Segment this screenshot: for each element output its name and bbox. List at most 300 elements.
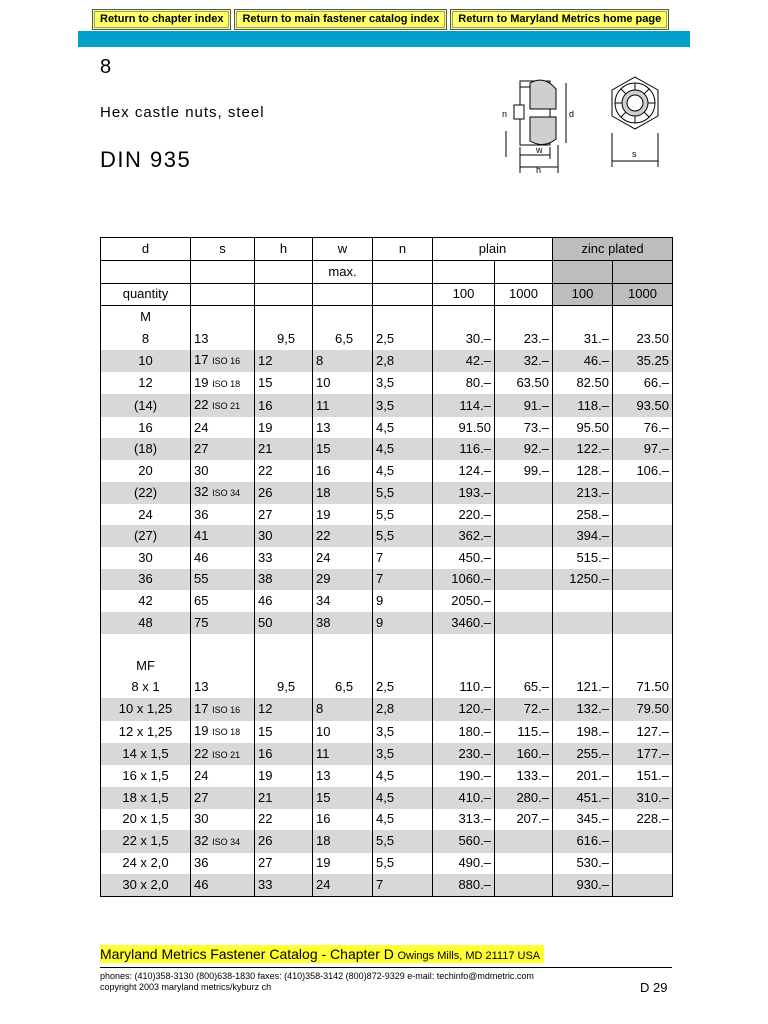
contact-line: phones: (410)358-3130 (800)638-1830 faxes: (410)358-3142 (800)872-9329 e-mail: techinfo@mdmetric.com: [100, 971, 534, 981]
company-location: Owings Mills, MD 21117 USA: [397, 950, 541, 962]
h-value-cell: 15: [255, 372, 313, 394]
w-value-cell: 24: [313, 547, 373, 569]
table-row: [101, 569, 673, 591]
s-value-cell: [191, 372, 255, 394]
group-label-mf: MF: [101, 655, 191, 677]
plain-1000-price-cell: [495, 525, 553, 547]
zinc-1000-price-cell: 79.50: [613, 698, 673, 720]
zinc-100-price-cell: [553, 612, 613, 634]
zinc-1000-price-cell: [613, 874, 673, 896]
header-row-1: [101, 238, 673, 261]
s-value: 22: [194, 397, 209, 413]
return-main-catalog-button[interactable]: Return to main fastener catalog index: [234, 9, 447, 30]
n-value-cell: 7: [373, 547, 433, 569]
plain-100-price-cell: 91.50: [433, 417, 495, 439]
table-row: [101, 787, 673, 809]
zinc-100-price-cell: 616.–: [553, 830, 613, 852]
s-value: 46: [194, 877, 209, 893]
s-value: 30: [194, 811, 209, 827]
company-name: Maryland Metrics: [100, 946, 207, 962]
table-row: [101, 612, 673, 634]
s-value: 19: [194, 723, 209, 739]
s-value-cell: [191, 853, 255, 875]
s-value-cell: [191, 569, 255, 591]
table-row: [101, 417, 673, 439]
zinc-1000-price-cell: 71.50: [613, 677, 673, 699]
size-cell: (14): [101, 394, 191, 416]
table-row: [101, 743, 673, 765]
n-value-cell: 4,5: [373, 765, 433, 787]
s-value-cell: [191, 482, 255, 504]
s-value-cell: [191, 350, 255, 372]
col-s-header: s: [191, 238, 255, 261]
plain-1000-price-cell: [495, 853, 553, 875]
plain-1000-price-cell: 115.–: [495, 721, 553, 743]
n-value-cell: 5,5: [373, 482, 433, 504]
size-cell: 42: [101, 590, 191, 612]
size-cell: (27): [101, 525, 191, 547]
plain-100-price-cell: 220.–: [433, 504, 495, 526]
h-value-cell: 9,5: [255, 328, 313, 350]
plain-1000-price-cell: 63.50: [495, 372, 553, 394]
n-value-cell: 3,5: [373, 372, 433, 394]
n-value-cell: 3,5: [373, 743, 433, 765]
iso-note: ISO 18: [212, 727, 241, 738]
plain-100-price-cell: 120.–: [433, 698, 495, 720]
plain-100-price-cell: 313.–: [433, 809, 495, 831]
table-row: [101, 460, 673, 482]
size-cell: 20: [101, 460, 191, 482]
zinc-1000-price-cell: 151.–: [613, 765, 673, 787]
zinc-1000-price-cell: [613, 612, 673, 634]
zinc-100-price-cell: 345.–: [553, 809, 613, 831]
w-value-cell: 13: [313, 765, 373, 787]
h-value-cell: 19: [255, 765, 313, 787]
zinc-1000-header: 1000: [613, 283, 673, 306]
s-value: 36: [194, 506, 209, 522]
s-value-cell: [191, 677, 255, 699]
s-value: 55: [194, 571, 209, 587]
filler-row: [101, 896, 673, 897]
plain-100-price-cell: 410.–: [433, 787, 495, 809]
n-value-cell: 7: [373, 569, 433, 591]
n-value-cell: 4,5: [373, 460, 433, 482]
n-value-cell: 9: [373, 612, 433, 634]
s-value-cell: [191, 438, 255, 460]
s-value: 27: [194, 789, 209, 805]
s-value: 24: [194, 419, 209, 435]
w-value-cell: 29: [313, 569, 373, 591]
n-value-cell: 7: [373, 874, 433, 896]
table-row: [101, 765, 673, 787]
size-cell: 12 x 1,25: [101, 721, 191, 743]
w-value-cell: 15: [313, 438, 373, 460]
size-cell: 16 x 1,5: [101, 765, 191, 787]
zinc-1000-price-cell: 76.–: [613, 417, 673, 439]
group-label-row: [101, 306, 673, 328]
zinc-100-price-cell: 1250.–: [553, 569, 613, 591]
n-value-cell: 2,8: [373, 350, 433, 372]
table-row: [101, 590, 673, 612]
plain-100-price-cell: 110.–: [433, 677, 495, 699]
table-row: [101, 504, 673, 526]
zinc-100-price-cell: 121.–: [553, 677, 613, 699]
plain-1000-price-cell: 23.–: [495, 328, 553, 350]
s-value-cell: [191, 830, 255, 852]
plain-1000-price-cell: [495, 590, 553, 612]
table-row: [101, 853, 673, 875]
w-value-cell: 6,5: [313, 677, 373, 699]
s-value: 17: [194, 352, 209, 368]
plain-1000-header: 1000: [495, 283, 553, 306]
zinc-1000-price-cell: 23.50: [613, 328, 673, 350]
w-value-cell: 19: [313, 853, 373, 875]
h-value-cell: 50: [255, 612, 313, 634]
n-value-cell: 5,5: [373, 504, 433, 526]
iso-note: ISO 16: [212, 704, 241, 715]
plain-100-price-cell: 42.–: [433, 350, 495, 372]
zinc-1000-price-cell: [613, 569, 673, 591]
nav-bar: [92, 9, 669, 30]
zinc-1000-price-cell: 228.–: [613, 809, 673, 831]
label-s: s: [632, 149, 637, 159]
size-cell: 8: [101, 328, 191, 350]
header-band: [78, 31, 690, 47]
s-value: 30: [194, 462, 209, 478]
h-value-cell: 22: [255, 809, 313, 831]
zinc-100-price-cell: 31.–: [553, 328, 613, 350]
h-value-cell: 27: [255, 504, 313, 526]
table-row: [101, 394, 673, 416]
s-value-cell: [191, 590, 255, 612]
h-value-cell: 30: [255, 525, 313, 547]
plain-100-price-cell: 180.–: [433, 721, 495, 743]
plain-1000-price-cell: [495, 830, 553, 852]
plain-100-price-cell: 1060.–: [433, 569, 495, 591]
plain-1000-price-cell: 92.–: [495, 438, 553, 460]
plain-100-price-cell: 80.–: [433, 372, 495, 394]
zinc-1000-price-cell: 106.–: [613, 460, 673, 482]
h-value-cell: 26: [255, 830, 313, 852]
size-cell: 20 x 1,5: [101, 809, 191, 831]
plain-1000-price-cell: 73.–: [495, 417, 553, 439]
s-value: 36: [194, 855, 209, 871]
spacer-row: [101, 634, 673, 656]
zinc-1000-price-cell: 66.–: [613, 372, 673, 394]
plain-1000-price-cell: 91.–: [495, 394, 553, 416]
size-cell: 24: [101, 504, 191, 526]
plain-100-price-cell: 230.–: [433, 743, 495, 765]
zinc-100-price-cell: 82.50: [553, 372, 613, 394]
zinc-100-header: 100: [553, 283, 613, 306]
plain-1000-price-cell: 207.–: [495, 809, 553, 831]
n-value-cell: 2,5: [373, 328, 433, 350]
copyright-line: copyright 2003 maryland metrics/kyburz ch: [100, 982, 272, 992]
zinc-1000-price-cell: [613, 590, 673, 612]
table-row: [101, 830, 673, 852]
zinc-100-price-cell: 95.50: [553, 417, 613, 439]
s-value-cell: [191, 874, 255, 896]
s-value: 24: [194, 768, 209, 784]
n-value-cell: 5,5: [373, 853, 433, 875]
size-cell: 16: [101, 417, 191, 439]
table-row: [101, 547, 673, 569]
size-cell: 8 x 1: [101, 677, 191, 699]
col-w-header: w: [313, 238, 373, 261]
page-number: D 29: [640, 980, 668, 995]
label-w: w: [536, 145, 543, 155]
w-value-cell: 38: [313, 612, 373, 634]
plain-1000-price-cell: [495, 504, 553, 526]
plain-100-price-cell: 362.–: [433, 525, 495, 547]
n-value-cell: 5,5: [373, 830, 433, 852]
s-value-cell: [191, 460, 255, 482]
label-h: h: [536, 165, 542, 175]
standard-title: DIN 935: [100, 147, 192, 172]
w-value-cell: 15: [313, 787, 373, 809]
s-value: 75: [194, 614, 209, 630]
h-value-cell: 21: [255, 438, 313, 460]
table-row: [101, 328, 673, 350]
size-cell: 22 x 1,5: [101, 830, 191, 852]
s-value: 13: [194, 330, 209, 346]
plain-1000-price-cell: 160.–: [495, 743, 553, 765]
h-value-cell: 33: [255, 547, 313, 569]
plain-100-price-cell: 560.–: [433, 830, 495, 852]
footer-banner: [100, 945, 544, 963]
zinc-1000-price-cell: 127.–: [613, 721, 673, 743]
plain-1000-price-cell: 99.–: [495, 460, 553, 482]
table-row: [101, 372, 673, 394]
nut-side-view: [506, 80, 566, 173]
zinc-100-price-cell: 930.–: [553, 874, 613, 896]
plain-100-price-cell: 116.–: [433, 438, 495, 460]
w-value-cell: 16: [313, 809, 373, 831]
h-value-cell: 46: [255, 590, 313, 612]
zinc-100-price-cell: 451.–: [553, 787, 613, 809]
w-value-cell: 19: [313, 504, 373, 526]
w-value-cell: 18: [313, 482, 373, 504]
w-value-cell: 8: [313, 698, 373, 720]
group-label-m: M: [101, 306, 191, 328]
iso-note: ISO 34: [212, 488, 241, 499]
zinc-100-price-cell: 132.–: [553, 698, 613, 720]
col-n-header: n: [373, 238, 433, 261]
group-label-row: [101, 655, 673, 677]
zinc-1000-price-cell: [613, 504, 673, 526]
h-value-cell: 21: [255, 787, 313, 809]
h-value-cell: 12: [255, 350, 313, 372]
w-value-cell: 34: [313, 590, 373, 612]
w-value-cell: 8: [313, 350, 373, 372]
plain-100-price-cell: 124.–: [433, 460, 495, 482]
s-value: 22: [194, 745, 209, 761]
size-cell: 36: [101, 569, 191, 591]
product-title: Hex castle nuts, steel: [100, 104, 265, 121]
plain-1000-price-cell: 32.–: [495, 350, 553, 372]
s-value: 41: [194, 528, 209, 544]
n-value-cell: 5,5: [373, 525, 433, 547]
max-label: max.: [313, 260, 373, 283]
n-value-cell: 4,5: [373, 417, 433, 439]
s-value: 65: [194, 593, 209, 608]
w-value-cell: 10: [313, 372, 373, 394]
h-value-cell: 38: [255, 569, 313, 591]
s-value-cell: [191, 525, 255, 547]
plain-1000-price-cell: 72.–: [495, 698, 553, 720]
s-value-cell: [191, 547, 255, 569]
s-value-cell: [191, 417, 255, 439]
w-value-cell: 11: [313, 394, 373, 416]
plain-1000-price-cell: [495, 874, 553, 896]
table-row: [101, 721, 673, 743]
zinc-1000-price-cell: [613, 547, 673, 569]
size-cell: 10: [101, 350, 191, 372]
dimensions-price-table: [100, 237, 673, 897]
h-value-cell: 16: [255, 743, 313, 765]
plain-100-price-cell: 3460.–: [433, 612, 495, 634]
size-cell: 30: [101, 547, 191, 569]
w-value-cell: 22: [313, 525, 373, 547]
size-cell: 14 x 1,5: [101, 743, 191, 765]
s-value-cell: [191, 721, 255, 743]
plain-1000-price-cell: 133.–: [495, 765, 553, 787]
header-row-3: [101, 283, 673, 306]
plain-100-price-cell: 193.–: [433, 482, 495, 504]
zinc-100-price-cell: 128.–: [553, 460, 613, 482]
zinc-100-price-cell: 530.–: [553, 853, 613, 875]
s-value: 27: [194, 441, 209, 457]
h-value-cell: 9,5: [255, 677, 313, 699]
size-cell: 18 x 1,5: [101, 787, 191, 809]
n-value-cell: 4,5: [373, 787, 433, 809]
plain-1000-price-cell: 65.–: [495, 677, 553, 699]
plain-100-price-cell: 450.–: [433, 547, 495, 569]
size-cell: 24 x 2,0: [101, 853, 191, 875]
plain-100-price-cell: 30.–: [433, 328, 495, 350]
zinc-1000-price-cell: 93.50: [613, 394, 673, 416]
plain-100-price-cell: 190.–: [433, 765, 495, 787]
w-value-cell: 10: [313, 721, 373, 743]
zinc-plated-header: zinc plated: [553, 238, 673, 261]
w-value-cell: 24: [313, 874, 373, 896]
n-value-cell: 4,5: [373, 809, 433, 831]
s-value-cell: [191, 612, 255, 634]
plain-1000-price-cell: 280.–: [495, 787, 553, 809]
table-row: [101, 482, 673, 504]
w-value-cell: 18: [313, 830, 373, 852]
zinc-100-price-cell: 46.–: [553, 350, 613, 372]
plain-100-price-cell: 2050.–: [433, 590, 495, 612]
zinc-100-price-cell: 201.–: [553, 765, 613, 787]
n-value-cell: 9: [373, 590, 433, 612]
n-value-cell: 3,5: [373, 721, 433, 743]
s-value-cell: [191, 787, 255, 809]
w-value-cell: 6,5: [313, 328, 373, 350]
footer-rule: [100, 967, 672, 968]
return-home-page-button[interactable]: Return to Maryland Metrics home page: [450, 9, 669, 30]
return-chapter-index-button[interactable]: Return to chapter index: [92, 9, 231, 30]
m-group: [101, 306, 673, 634]
contact-info: [100, 971, 534, 993]
s-value-cell: [191, 698, 255, 720]
size-cell: (18): [101, 438, 191, 460]
zinc-100-price-cell: 122.–: [553, 438, 613, 460]
col-h-header: h: [255, 238, 313, 261]
chapter-number: 8: [100, 56, 112, 78]
zinc-1000-price-cell: [613, 482, 673, 504]
plain-1000-price-cell: [495, 569, 553, 591]
zinc-1000-price-cell: 177.–: [613, 743, 673, 765]
s-value: 19: [194, 374, 209, 390]
iso-note: ISO 18: [212, 378, 241, 389]
size-cell: 12: [101, 372, 191, 394]
h-value-cell: 22: [255, 460, 313, 482]
s-value-cell: [191, 394, 255, 416]
catalog-name: Fastener Catalog - Chapter D: [210, 946, 394, 962]
iso-note: ISO 16: [212, 356, 241, 367]
s-value: 46: [194, 549, 209, 565]
table-row: [101, 525, 673, 547]
size-cell: 30 x 2,0: [101, 874, 191, 896]
table-row: [101, 677, 673, 699]
table-row: [101, 438, 673, 460]
s-value: 32: [194, 832, 209, 848]
label-n: n: [502, 109, 508, 119]
h-value-cell: 27: [255, 853, 313, 875]
n-value-cell: 2,8: [373, 698, 433, 720]
label-d: d: [569, 109, 575, 119]
size-cell: 10 x 1,25: [101, 698, 191, 720]
table-row: [101, 874, 673, 896]
w-value-cell: 13: [313, 417, 373, 439]
h-value-cell: 26: [255, 482, 313, 504]
zinc-1000-price-cell: 310.–: [613, 787, 673, 809]
h-value-cell: 16: [255, 394, 313, 416]
iso-note: ISO 21: [212, 749, 241, 760]
table-row: [101, 350, 673, 372]
zinc-100-price-cell: 515.–: [553, 547, 613, 569]
plain-100-price-cell: 490.–: [433, 853, 495, 875]
s-value: 17: [194, 700, 209, 716]
zinc-100-price-cell: 394.–: [553, 525, 613, 547]
castle-nut-diagram: [496, 73, 666, 178]
plain-1000-price-cell: [495, 612, 553, 634]
mf-group: [101, 634, 673, 896]
zinc-100-price-cell: 258.–: [553, 504, 613, 526]
col-d-header: d: [101, 238, 191, 261]
iso-note: ISO 21: [212, 401, 241, 412]
table-row: [101, 698, 673, 720]
s-value-cell: [191, 765, 255, 787]
quantity-label: quantity: [101, 283, 191, 306]
size-cell: (22): [101, 482, 191, 504]
s-value-cell: [191, 743, 255, 765]
w-value-cell: 11: [313, 743, 373, 765]
h-value-cell: 33: [255, 874, 313, 896]
zinc-1000-price-cell: 97.–: [613, 438, 673, 460]
zinc-100-price-cell: 255.–: [553, 743, 613, 765]
h-value-cell: 15: [255, 721, 313, 743]
zinc-100-price-cell: 118.–: [553, 394, 613, 416]
plain-100-header: 100: [433, 283, 495, 306]
s-value-cell: [191, 809, 255, 831]
s-value-cell: [191, 328, 255, 350]
table-row: [101, 809, 673, 831]
zinc-1000-price-cell: 35.25: [613, 350, 673, 372]
n-value-cell: 3,5: [373, 394, 433, 416]
zinc-100-price-cell: [553, 590, 613, 612]
